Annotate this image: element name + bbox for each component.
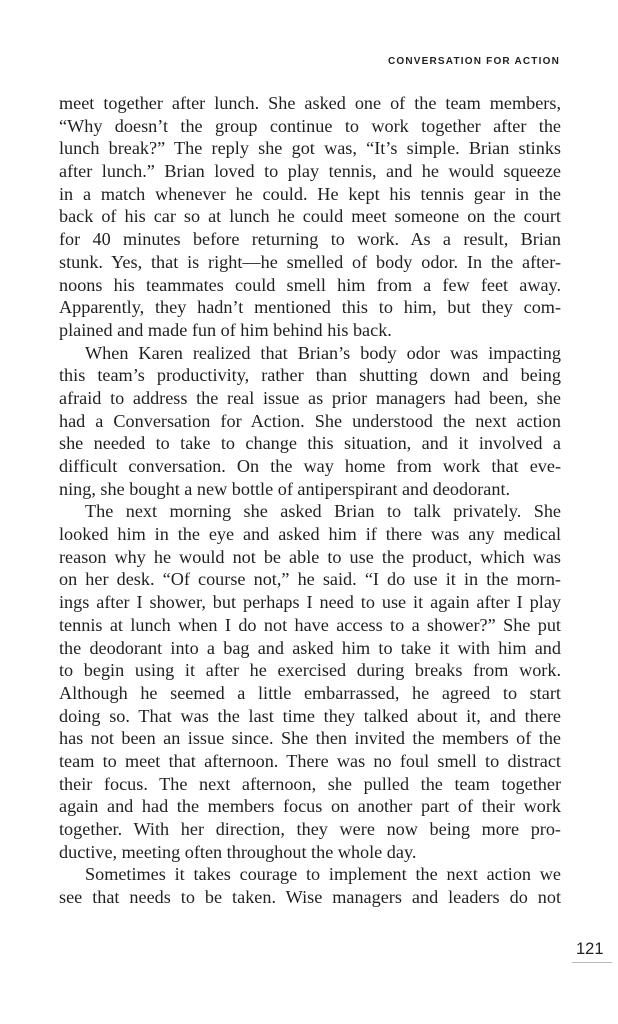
text-line: stunk. Yes, that is right—he smelled of body odor. In the after- bbox=[59, 251, 561, 272]
text-line: ning, she bought a new bottle of antiperspirant and deodorant. bbox=[59, 478, 511, 499]
text-line: back of his car so at lunch he could meet someone on the court bbox=[59, 206, 561, 227]
running-head: CONVERSATION FOR ACTION bbox=[387, 56, 560, 67]
text-line: after lunch.” Brian loved to play tennis, and he would squeeze bbox=[59, 161, 561, 182]
text-line: When Karen realized that Brian’s body odor was impacting bbox=[85, 342, 561, 363]
text-line: reason why he would not be able to use the product, which was bbox=[59, 546, 561, 567]
page-number-rule bbox=[572, 962, 612, 963]
text-line: plained and made fun of him behind his back. bbox=[59, 319, 392, 340]
text-line: again and had the members focus on another part of their work bbox=[59, 796, 561, 817]
body-text bbox=[59, 92, 561, 909]
text-line: Although he seemed a little embarrassed, he agreed to start bbox=[59, 682, 561, 703]
paragraph bbox=[59, 342, 561, 501]
text-line: ings after I shower, but perhaps I need to use it again after I play bbox=[59, 592, 561, 613]
text-line: for 40 minutes before returning to work. As a result, Brian bbox=[59, 229, 561, 250]
text-line: afraid to address the real issue as prior managers had been, she bbox=[59, 387, 561, 408]
text-line: tennis at lunch when I do not have access to a shower?” She put bbox=[59, 614, 561, 635]
paragraph bbox=[59, 92, 561, 342]
text-line: has not been an issue since. She then invited the members of the bbox=[59, 728, 561, 749]
text-line: see that needs to be taken. Wise managers and leaders do not bbox=[59, 887, 561, 908]
page-number: 121 bbox=[576, 940, 604, 958]
text-line: on her desk. “Of course not,” he said. “I do use it in the morn- bbox=[59, 569, 561, 590]
paragraph bbox=[59, 863, 561, 908]
text-line: their focus. The next afternoon, she pulled the team together bbox=[59, 773, 561, 794]
paragraph bbox=[59, 500, 561, 863]
text-line: difficult conversation. On the way home from work that eve- bbox=[59, 456, 561, 476]
text-line: noons his teammates could smell him from a few feet away. bbox=[59, 274, 561, 295]
text-line: The next morning she asked Brian to talk privately. She bbox=[85, 501, 561, 522]
text-line: looked him in the eye and asked him if there was any medical bbox=[59, 524, 561, 545]
text-line: together. With her direction, they were now being more pro- bbox=[59, 819, 561, 839]
text-line: team to meet that afternoon. There was no foul smell to distract bbox=[59, 750, 561, 771]
text-line: to begin using it after he exercised during breaks from work. bbox=[59, 660, 561, 681]
text-line: had a Conversation for Action. She understood the next action bbox=[59, 410, 561, 431]
text-line: Apparently, they hadn’t mentioned this to him, but they com- bbox=[59, 297, 561, 318]
text-line: “Why doesn’t the group continue to work together after the bbox=[59, 115, 561, 136]
text-line: doing so. That was the last time they talked about it, and there bbox=[59, 705, 561, 726]
text-line: she needed to take to change this situation, and it involved a bbox=[59, 433, 561, 454]
text-line: Sometimes it takes courage to implement the next action we bbox=[85, 864, 561, 885]
text-line: this team’s productivity, rather than shutting down and being bbox=[59, 365, 561, 386]
text-line: the deodorant into a bag and asked him to take it with him and bbox=[59, 637, 561, 658]
text-line: meet together after lunch. She asked one of the team members, bbox=[59, 93, 561, 113]
text-line: in a match whenever he could. He kept his tennis gear in the bbox=[59, 183, 561, 204]
text-line: ductive, meeting often throughout the whole day. bbox=[59, 841, 417, 862]
text-line: lunch break?” The reply she got was, “It’s simple. Brian stinks bbox=[59, 138, 561, 159]
